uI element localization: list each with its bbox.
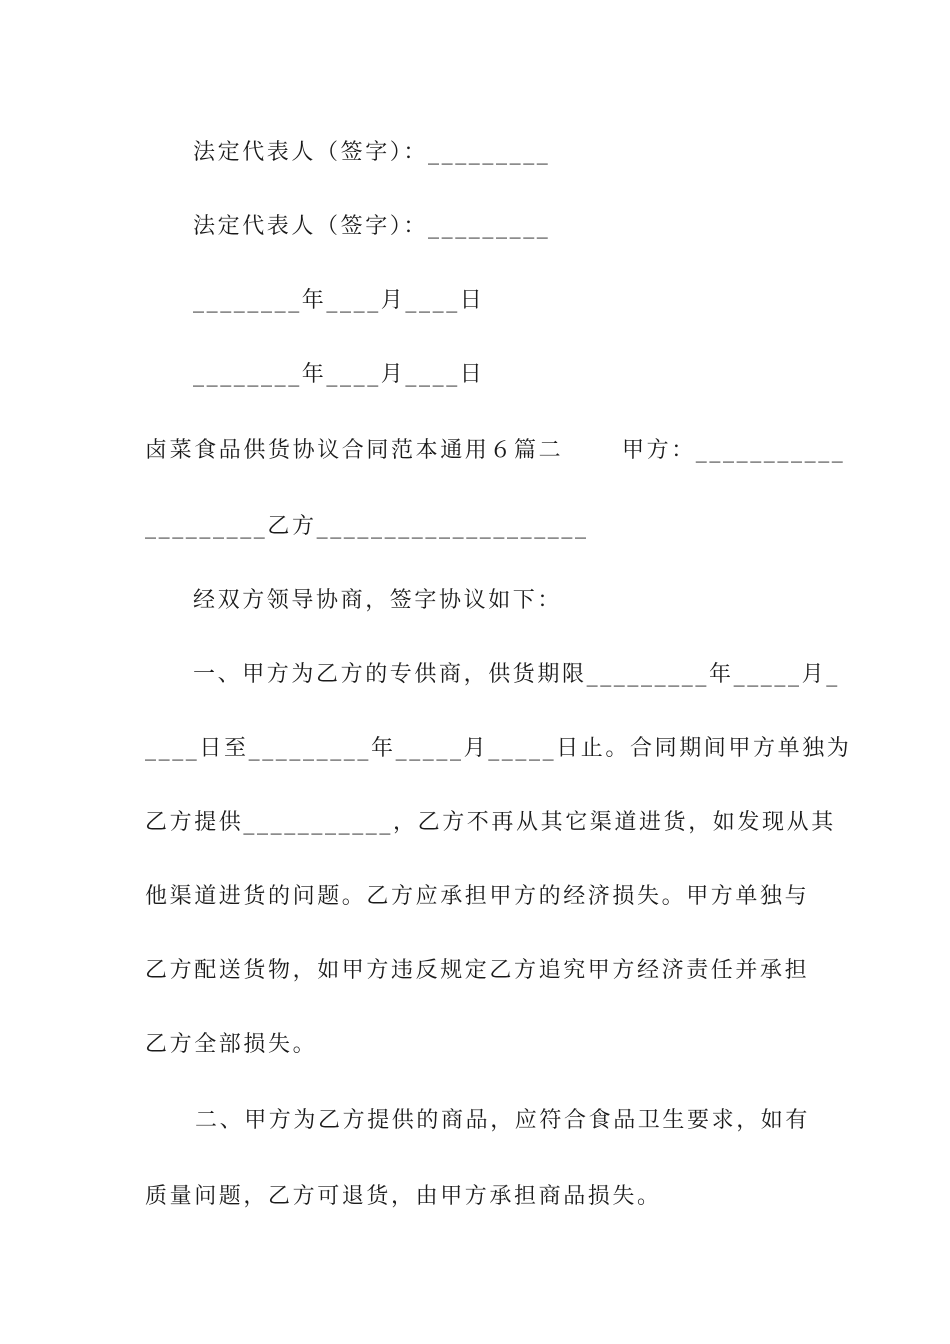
clause-1-line-2: ____日至_________年_____月_____日止。合同期间甲方单独为: [145, 736, 852, 761]
clause-1-line-4: 他渠道进货的问题。乙方应承担甲方的经济损失。甲方单独与: [145, 884, 810, 909]
clause-1-line-3: 乙方提供___________，乙方不再从其它渠道进货，如发现从其: [145, 810, 836, 835]
clause-1-line-1: 一、甲方为乙方的专供商，供货期限_________年_____月_: [193, 662, 840, 687]
date-line-2: ________年____月____日: [193, 362, 485, 387]
signature-line-2: 法定代表人（签字）：_________: [193, 214, 551, 239]
clause-1-line-5: 乙方配送货物，如甲方违反规定乙方追究甲方经济责任并承担: [145, 958, 810, 983]
clause-2-line-1: 二、甲方为乙方提供的商品，应符合食品卫生要求，如有: [195, 1108, 811, 1133]
signature-line-1: 法定代表人（签字）：_________: [193, 140, 551, 165]
date-line-1: ________年____月____日: [193, 288, 485, 313]
section-title-line: 卤菜食品供货协议合同范本通用６篇二 甲方：___________: [145, 438, 846, 463]
agreement-intro: 经双方领导协商，签字协议如下：: [193, 588, 563, 613]
clause-2-line-2: 质量问题，乙方可退货，由甲方承担商品损失。: [145, 1184, 662, 1209]
clause-1-line-6: 乙方全部损失。: [145, 1032, 318, 1057]
party-b-line: _________乙方____________________: [145, 514, 589, 539]
